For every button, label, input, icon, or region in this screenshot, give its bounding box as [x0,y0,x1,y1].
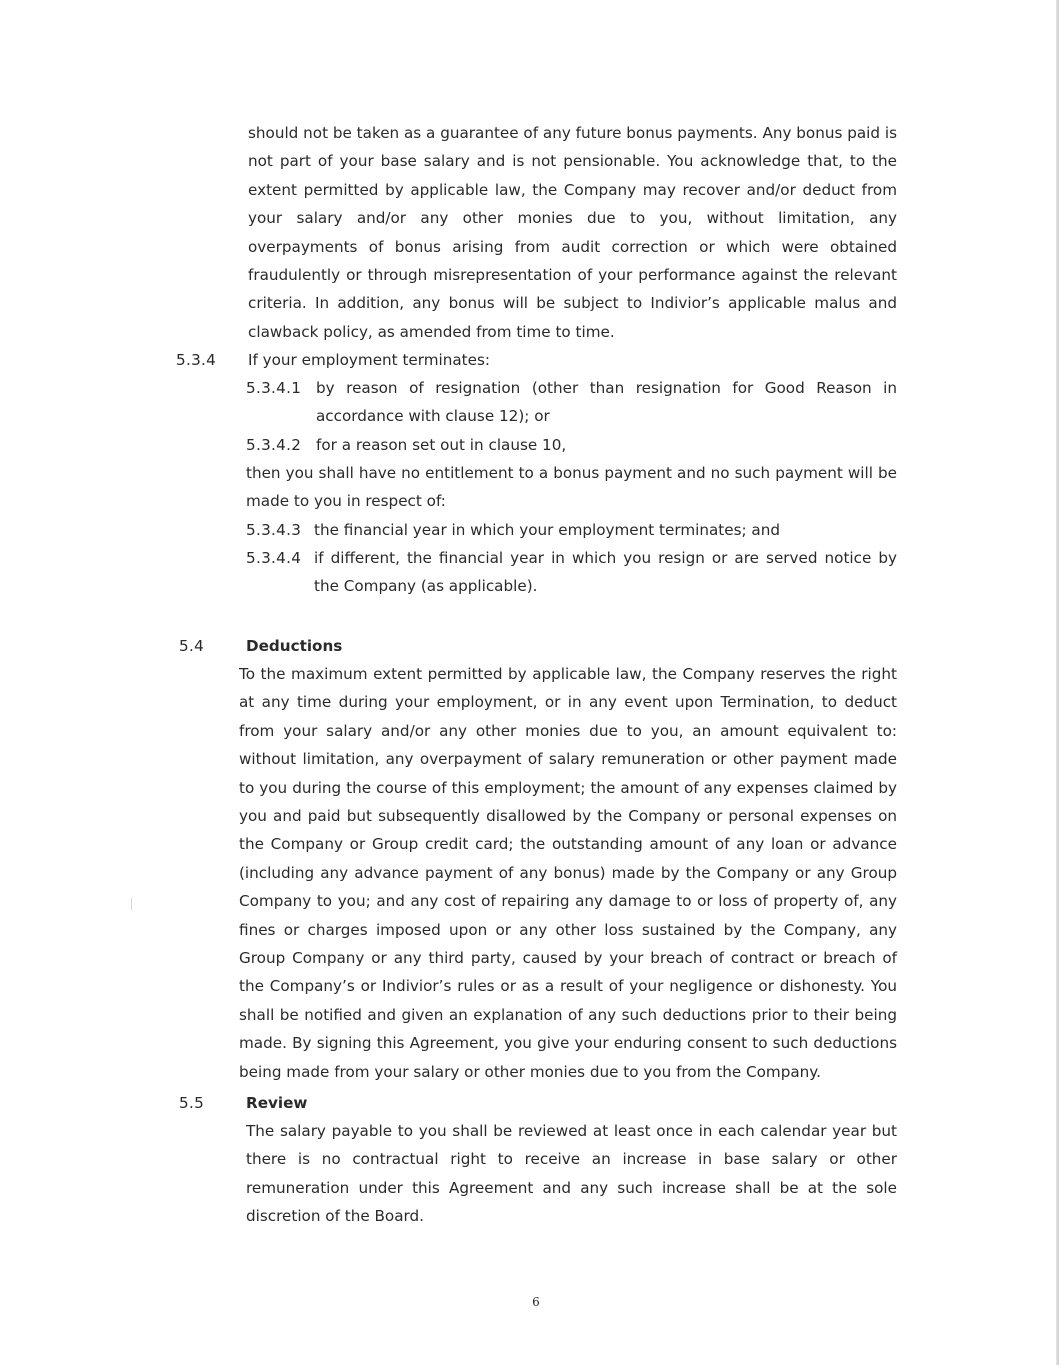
clause-number: 5.5 [179,1094,205,1112]
subclause-text: if different, the financial year in which you resign or are served notice by the Company (as applicable). [314,549,897,596]
section-heading: Deductions [246,637,343,655]
subclause-text: for a reason set out in clause 10, [316,436,567,454]
subclause-text: by reason of resignation (other than resignation for Good Reason in accordance with clause 12); or [316,379,897,426]
page-number: 6 [532,1295,540,1309]
subclause-number: 5.3.4.1 [246,379,302,397]
clause-number: 5.4 [179,637,205,655]
subclause-number: 5.3.4.2 [246,436,302,454]
clause-continuation: then you shall have no entitlement to a bonus payment and no such payment will be made to you in respect of: [246,464,897,511]
scan-mark [131,898,132,910]
subclause-text: the financial year in which your employment terminates; and [314,521,781,539]
clause-number: 5.3.4 [176,351,217,369]
deductions-paragraph: To the maximum extent permitted by applicable law, the Company reserves the right at any time during your employment, or in any event upon Termination, to deduct from your salary and/or any other monies due to you, an amount equivalent to: without limitation, any overpayment of salary remuneration or other payment made to you during the course of this employment; the amount of any expenses claimed by you and paid but subsequently disallowed by the Company or personal expenses on the Company or Group credit card; the outstanding amount of any loan or advance (including any advance payment of any bonus) made by the Company or any Group Company to you; and any cost of repairing any damage to or loss of property of, any fines or charges imposed upon or any other loss sustained by the Company, any Group Company or any third party, caused by your breach of contract or breach of the Company’s or Indivior’s rules or as a result of your negligence or dishonesty. You shall be notified and given an explanation of any such deductions prior to their being made. By signing this Agreement, you give your enduring consent to such deductions being made from your salary or other monies due to you from the Company. [239,665,897,1081]
clause-lead-text: If your employment terminates: [248,351,491,369]
review-paragraph: The salary payable to you shall be reviewed at least once in each calendar year but there is no contractual right to receive an increase in base salary or other remuneration under this Agreement and any such increase shall be at the sole discretion of the Board. [246,1122,897,1226]
subclause-number: 5.3.4.4 [246,549,302,567]
intro-paragraph: should not be taken as a guarantee of any future bonus payments. Any bonus paid is not part of your base salary and is not pensionable. You acknowledge that, to the extent permitted by applicable law, the Company may recover and/or deduct from your salary and/or any other monies due to you, without limitation, any overpayments of bonus arising from audit correction or which were obtained fraudulently or through misrepresentation of your performance against the relevant criteria. In addition, any bonus will be subject to Indivior’s applicable malus and clawback policy, as amended from time to time. [248,124,897,341]
section-heading: Review [246,1094,308,1112]
subclause-number: 5.3.4.3 [246,521,302,539]
